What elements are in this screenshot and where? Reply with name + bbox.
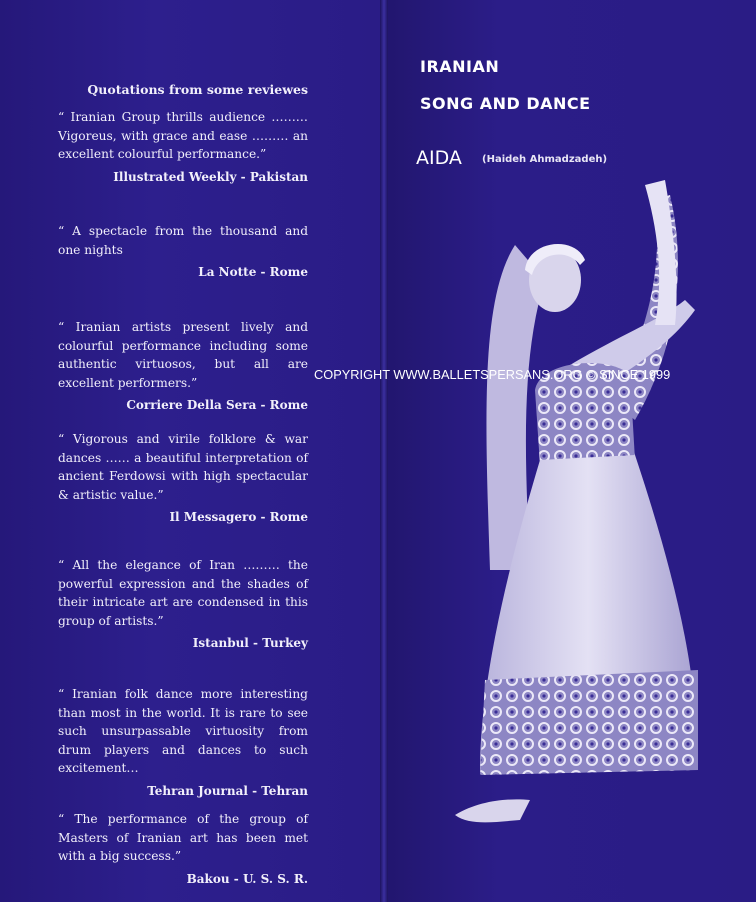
review-item <box>58 685 308 798</box>
page-fold <box>380 0 388 902</box>
review-source: Tehran Journal - Tehran <box>147 783 308 798</box>
review-source: Corriere Della Sera - Rome <box>126 398 308 412</box>
dancer-photo <box>440 160 730 840</box>
foot <box>455 799 530 822</box>
review-quote: “ Iranian folk dance more interesting than most in the world. It is rare to see such unsurpassable virtuosity from drum players and dances to such excitement… <box>58 687 308 775</box>
review-item <box>58 556 308 650</box>
performer-name: (Haideh Ahmadzadeh) <box>482 154 608 165</box>
review-item <box>58 430 308 524</box>
dancer-name: AIDA <box>416 147 462 169</box>
review-item <box>58 222 308 279</box>
review-item <box>58 108 308 184</box>
review-item <box>58 318 308 412</box>
review-item <box>58 810 308 886</box>
review-quote: “ All the elegance of Iran ……… the powerful expression and the shades of their intricate art are condensed in this group of artists.” <box>58 558 308 628</box>
review-quote: “ Iranian artists present lively and colourful performance including some authentic virtuosos, but all are excellent performers.” <box>58 320 308 390</box>
review-source: Bakou - U. S. S. R. <box>186 871 308 886</box>
review-source: Istanbul - Turkey <box>192 636 308 650</box>
review-quote: “ The performance of the group of Masters of Iranian art has been met with a big success.” <box>58 812 308 863</box>
review-quote: “ Vigorous and virile folklore & war dances …… a beautiful interpretation of ancient Ferdowsi with high spectacular & artistic value.” <box>58 432 308 502</box>
review-quote: “ A spectacle from the thousand and one nights <box>58 224 308 257</box>
reviews-heading: Quotations from some reviewes <box>87 82 308 97</box>
title-line1: IRANIAN <box>420 57 500 76</box>
review-quote: “ Iranian Group thrills audience ……… Vigoreus, with grace and ease ……… an excellent colourful performance.” <box>58 110 308 161</box>
copyright-watermark: COPYRIGHT WWW.BALLETSPERSANS.ORG © SINCE 1999 <box>314 367 671 382</box>
review-source: La Notte - Rome <box>198 265 308 279</box>
review-source: Illustrated Weekly - Pakistan <box>113 169 308 184</box>
title-line2: SONG AND DANCE <box>420 94 591 113</box>
gown-hem <box>480 670 698 775</box>
review-source: Il Messagero - Rome <box>169 510 308 524</box>
